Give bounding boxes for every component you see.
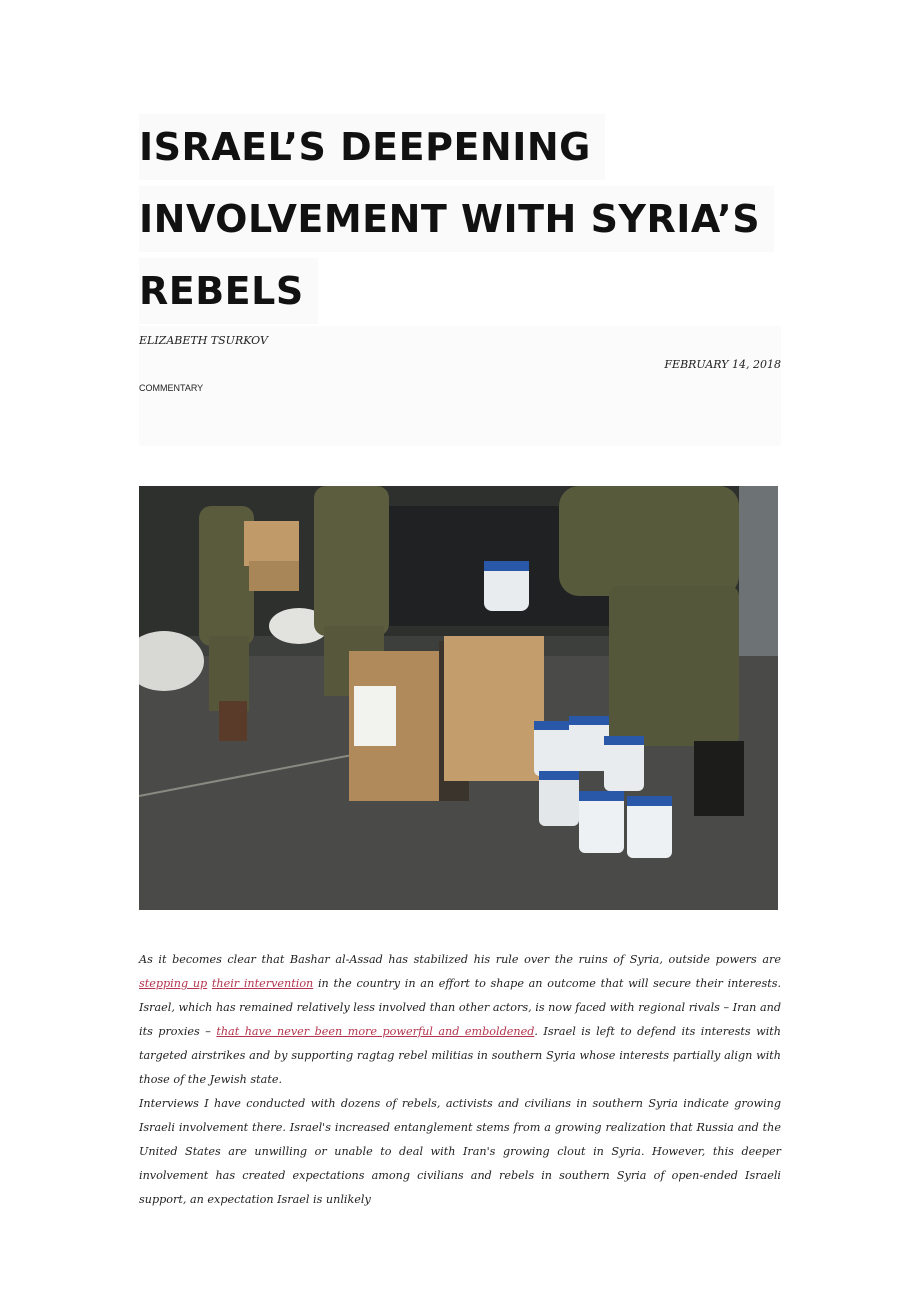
p1-text-3: in the country in an effort to shape an outcome that will secure their interests. Israel, which has remained relatively less involved than other actors, is now faced with regional rivals – Iran and its proxies – xyxy=(139,977,781,1038)
link-their-intervention[interactable]: their intervention xyxy=(211,977,314,990)
body-paragraph-2: Interviews I have conducted with dozens of rebels, activists and civilians in southern Syria indicate growing Israeli involvement there. Israel's increased entanglement stems from a growing realization that Russia and the United States are unwilling or unable to deal with Iran's growing clout in Syria. However, this deeper involvement has created expectations among civilians and rebels in southern Syria of open-ended Israeli support, an expectation Israel is unlikely xyxy=(139,1097,781,1206)
article-meta xyxy=(139,326,781,446)
headline-line-2: INVOLVEMENT WITH SYRIA’S xyxy=(139,186,774,252)
author-byline[interactable]: ELIZABETH TSURKOV xyxy=(139,334,268,347)
link-stepping-up[interactable]: stepping up xyxy=(139,977,208,990)
p1-text-4: . Israel is left to defend its interests with targeted airstrikes and by supporting ragtag rebel militias in southern Syria whose interests partially align with those of the Jewish state. xyxy=(139,1025,781,1086)
headline-line-1: ISRAEL’S DEEPENING xyxy=(139,114,605,180)
body-paragraph-1 xyxy=(139,948,781,1092)
link-never-been-more-powerful[interactable]: that have never been more powerful and emboldened xyxy=(216,1025,535,1038)
headline-line-3: REBELS xyxy=(139,258,318,324)
article-photo xyxy=(139,486,778,910)
category-label[interactable]: COMMENTARY xyxy=(139,383,204,393)
publish-date: FEBRUARY 14, 2018 xyxy=(664,358,781,371)
p1-text-1: As it becomes clear that Bashar al-Assad has stabilized his rule over the ruins of Syria, outside powers are xyxy=(139,953,781,966)
photo-soldiers-unloading-aid-boxes-icon xyxy=(139,486,778,910)
article-body xyxy=(139,948,781,1212)
